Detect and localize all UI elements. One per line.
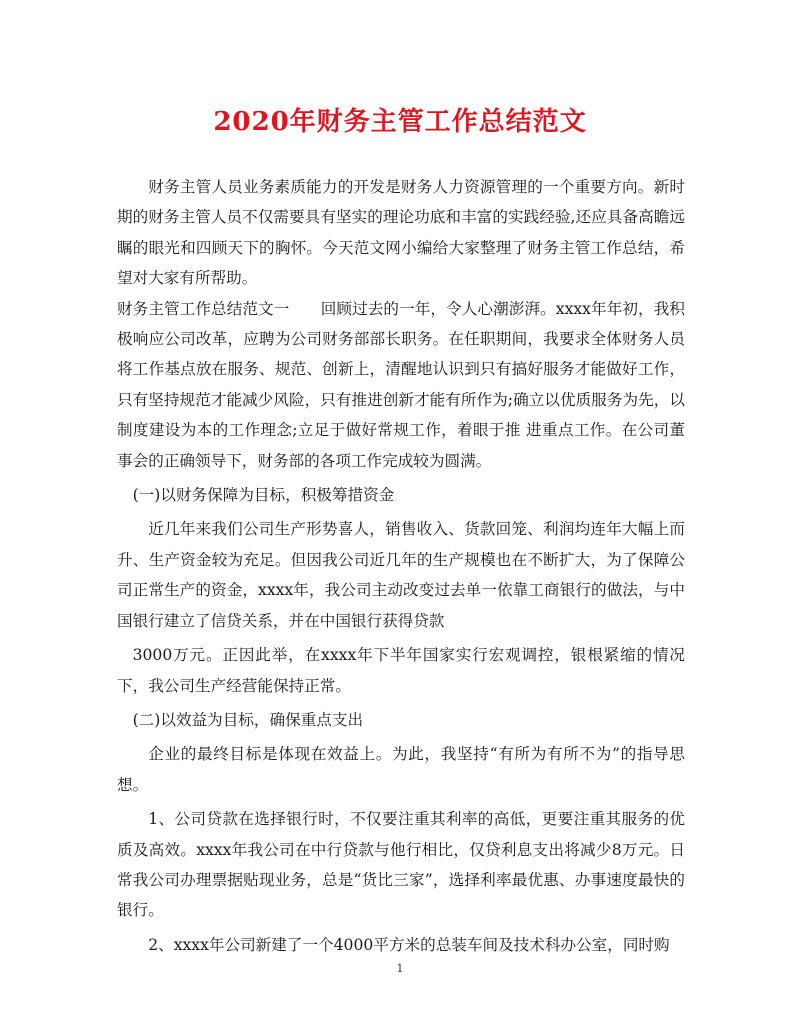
paragraph-heading-1: (一)以财务保障为目标，积极筹措资金 [132, 486, 395, 505]
paragraph-item-1: 1、公司贷款在选择银行时，不仅要注重其利率的高低，更要注重其服务的优质及高效。xxxx年我公司在中行贷款与他行相比，仅贷利息支出将减少8万元。日常我公司办理票据贴现业务，总是“货比三家”，选择利率最优惠、办事速度最快的银行。 [117, 810, 685, 920]
paragraph-section-one: 财务主管工作总结范文一 回顾过去的一年，令人心潮澎湃。xxxx年年初，我积极响应公司改革，应聘为公司财务部部长职务。在任职期间，我要求全体财务人员将工作基点放在服务、规范、创新上，清醒地认识到只有搞好服务才能做好工作，只有坚持规范才能减少风险，只有推进创新才能有所作为;确立以优质服务为先，以制度建设为本的工作理念;立足于做好常规工作，着眼于推 进重点工作。在公司董事会的正确领导下，财务部的各项工作完成较为圆满。 [117, 299, 685, 470]
document-title: 2020年财务主管工作总结范文 [213, 107, 587, 137]
paragraph-intro: 财务主管人员业务素质能力的开发是财务人力资源管理的一个重要方向。新时期的财务主管人员不仅需要具有坚实的理论功底和丰富的实践经验,还应具备高瞻远瞩的眼光和四顾天下的胸怀。今天范文网小编给大家整理了财务主管工作总结，希望对大家有所帮助。 [117, 178, 685, 288]
paragraph-loan: 3000万元。正因此举，在xxxx年下半年国家实行宏观调控，银根紧缩的情况下，我公司生产经营能保持正常。 [117, 646, 685, 695]
page-number: 1 [396, 962, 404, 975]
document-body [117, 172, 685, 960]
paragraph-heading-2: (二)以效益为目标，确保重点支出 [132, 710, 364, 729]
paragraph-funding: 近几年来我们公司生产形势喜人，销售收入、货款回笼、利润均连年大幅上而升、生产资金较为充足。但因我公司近几年的生产规模也在不断扩大，为了保障公司正常生产的资金，xxxx年，我公司主动改变过去单一依靠工商银行的做法，与中国银行建立了信贷关系，并在中国银行获得贷款 [117, 520, 685, 630]
paragraph-efficiency: 企业的最终目标是体现在效益上。为此，我坚持“有所为有所不为”的指导思想。 [117, 745, 685, 794]
paragraph-item-2: 2、xxxx年公司新建了一个4000平方米的总装车间及技术科办公室，同时购 [148, 935, 670, 954]
